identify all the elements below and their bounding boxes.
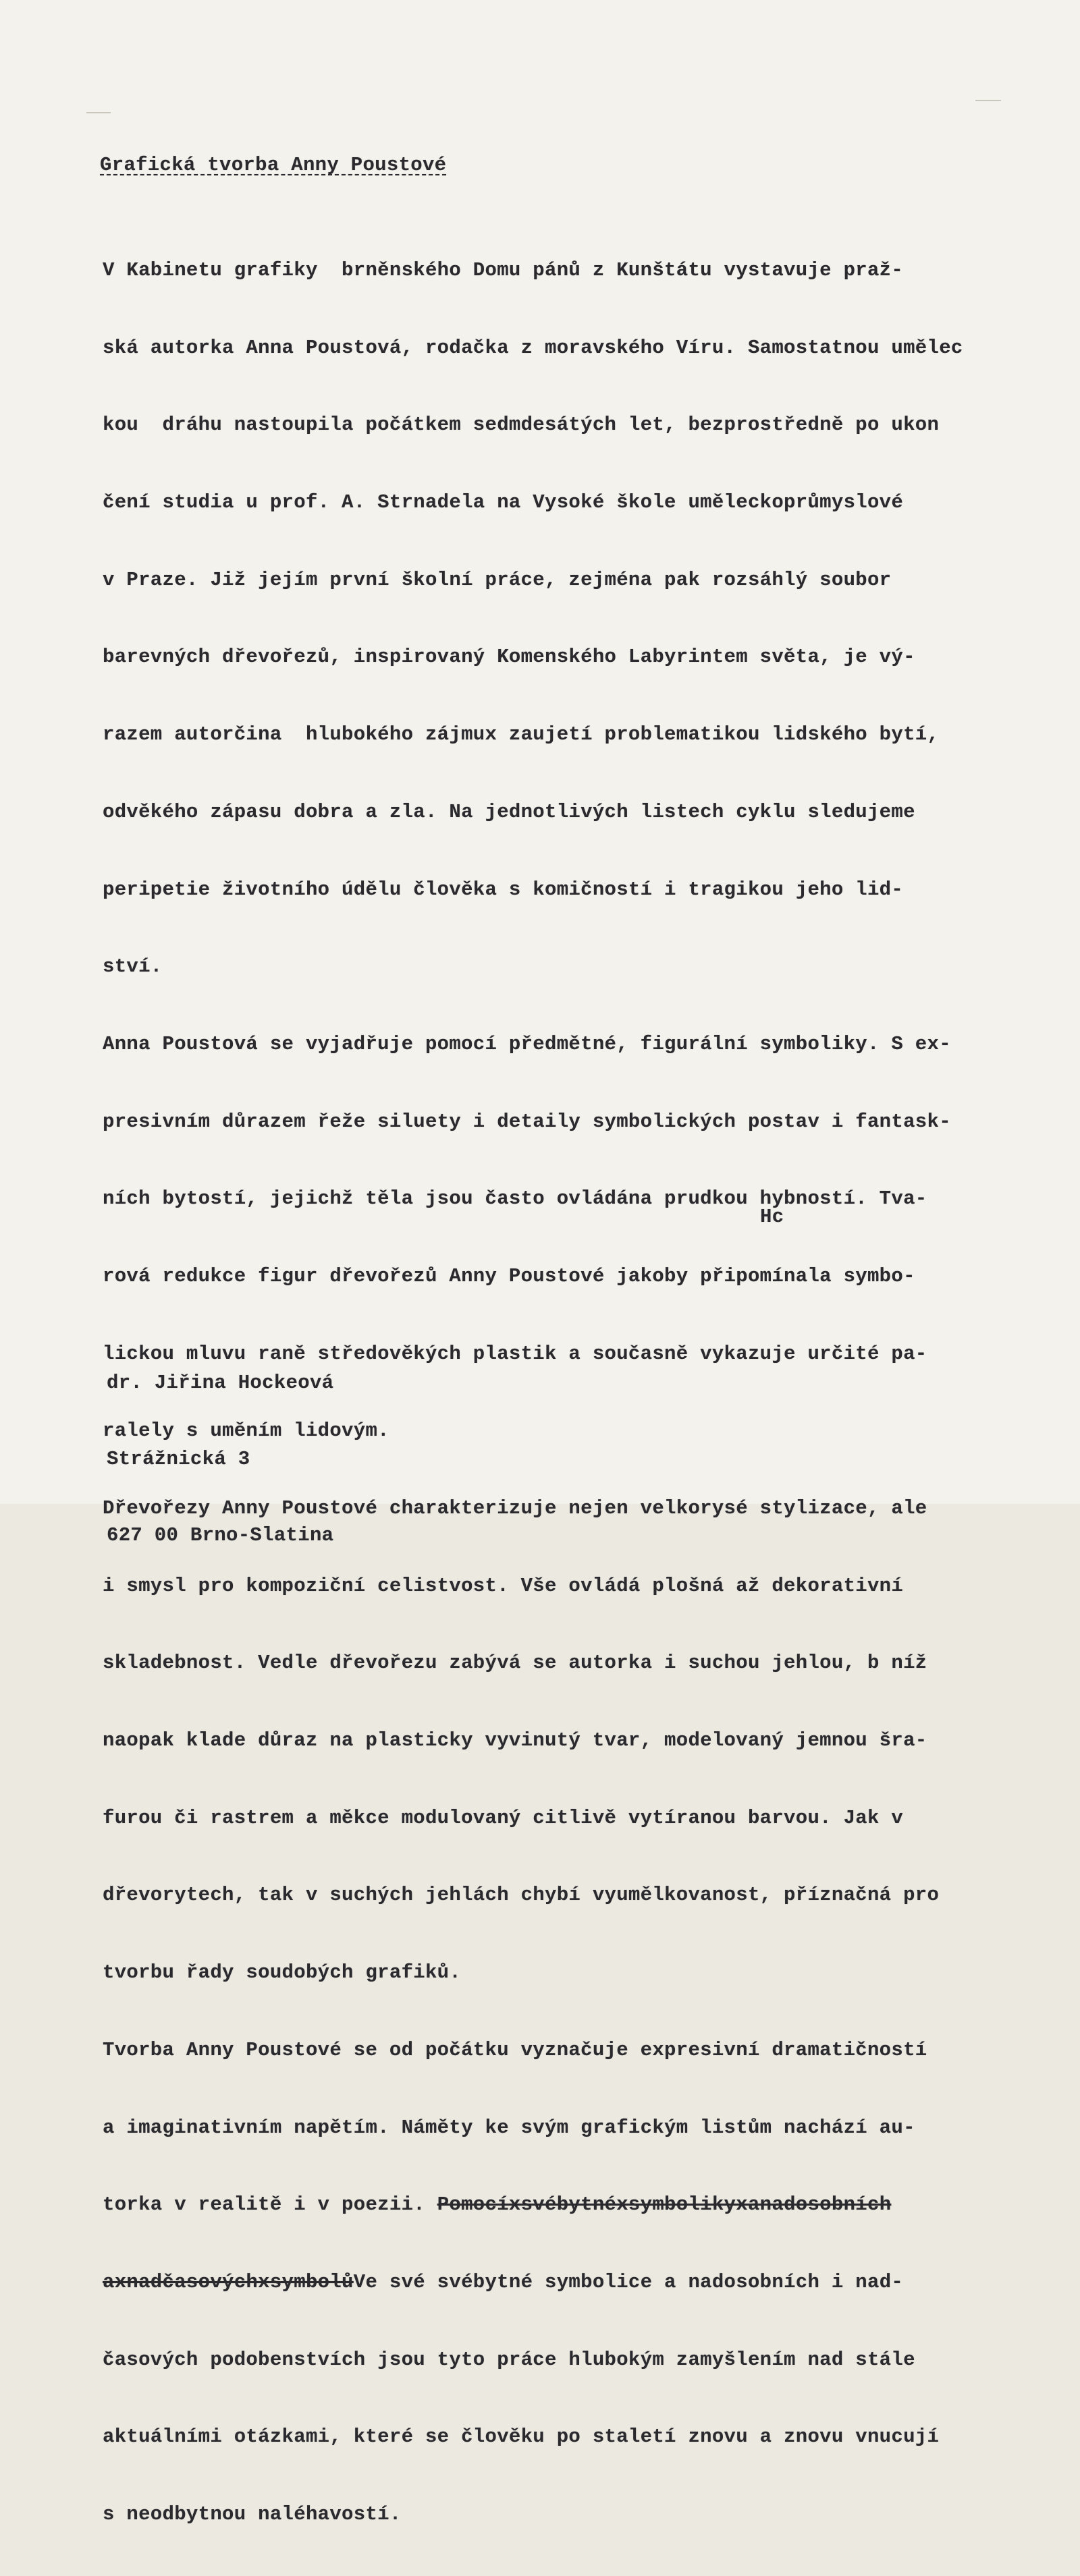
text-line: rová redukce figur dřevořezů Anny Poustové jakoby připomínala symbo- bbox=[103, 1264, 915, 1287]
text-line: razem autorčina hlubokého zájmux zaujetí problematikou lidského bytí, bbox=[103, 723, 940, 746]
text-line: tvorbu řady soudobých grafiků. bbox=[103, 1961, 462, 1984]
text-line: presivním důrazem řeže siluety i detaily symbolických postav i fantask- bbox=[103, 1110, 951, 1133]
text-line: v Praze. Již jejím první školní práce, zejména pak rozsáhlý soubor bbox=[103, 568, 892, 591]
text-fragment: torka v realitě i v poezii. bbox=[103, 2193, 437, 2216]
text-line: lickou mluvu raně středověkých plastik a současně vykazuje určité pa- bbox=[103, 1342, 927, 1365]
text-line: V Kabinetu grafiky brněnského Domu pánů z Kunštátu vystavuje praž- bbox=[103, 259, 904, 281]
struck-through-text: Pomocíxsvébytnéxsymbolikyxanadosobních bbox=[437, 2193, 892, 2216]
margin-mark bbox=[975, 100, 1001, 101]
text-line: Tvorba Anny Poustové se od počátku vyznačuje expresivní dramatičností bbox=[103, 2038, 927, 2061]
text-line: ních bytostí, jejichž těla jsou často ovládána prudkou hybností. Tva- bbox=[103, 1187, 927, 1210]
text-line bbox=[103, 2189, 963, 2222]
text-line: dřevorytech, tak v suchých jehlách chybí vyumělkovanost, příznačná pro bbox=[103, 1884, 940, 1907]
author-address bbox=[107, 1322, 333, 1596]
text-line: ralely s uměním lidovým. bbox=[103, 1420, 389, 1443]
text-line: peripetie životního údělu člověka s komičností i tragikou jeho lid- bbox=[103, 878, 904, 901]
text-line: skladebnost. Vedle dřevořezu zabývá se autorka i suchou jehlou, b níž bbox=[103, 1652, 927, 1675]
text-line: furou či rastrem a měkce modulovaný citlivě vytíranou barvou. Jak v bbox=[103, 1806, 904, 1829]
text-line: aktuálními otázkami, které se člověku po staletí znovu a znovu vnucují bbox=[103, 2426, 940, 2448]
address-line: 627 00 Brno-Slatina bbox=[107, 1524, 334, 1546]
text-line bbox=[103, 2266, 963, 2299]
text-line: Anna Poustová se vyjadřuje pomocí předmětné, figurální symboliky. S ex- bbox=[103, 1032, 951, 1055]
text-line: naopak klade důraz na plasticky vyvinutý tvar, modelovaný jemnou šra- bbox=[103, 1729, 927, 1752]
author-initials: Hc bbox=[760, 1206, 784, 1228]
text-fragment: Ve své svébytné symbolice a nadosobních i nad- bbox=[353, 2270, 904, 2293]
text-line: ská autorka Anna Poustová, rodačka z moravského Víru. Samostatnou umělec bbox=[103, 336, 963, 359]
address-line: Strážnická 3 bbox=[107, 1448, 250, 1470]
struck-through-text: axnadčasovýchxsymbolů bbox=[103, 2270, 354, 2293]
text-line: časových podobenstvích jsou tyto práce hlubokým zamyšlením nad stále bbox=[103, 2348, 915, 2371]
text-line: Dřevořezy Anny Poustové charakterizuje nejen velkorysé stylizace, ale bbox=[103, 1497, 927, 1519]
document-title: Grafická tvorba Anny Poustové bbox=[100, 154, 447, 176]
text-line: barevných dřevořezů, inspirovaný Komenského Labyrintem světa, je vý- bbox=[103, 646, 915, 669]
text-line: kou dráhu nastoupila počátkem sedmdesátých let, bezprostředně po ukon bbox=[103, 414, 940, 437]
text-line: a imaginativním napětím. Náměty ke svým grafickým listům nachází au- bbox=[103, 2116, 915, 2139]
text-line: ství. bbox=[103, 955, 163, 978]
text-line: odvěkého zápasu dobra a zla. Na jednotlivých listech cyklu sledujeme bbox=[103, 800, 915, 823]
address-line: dr. Jiřina Hockeová bbox=[107, 1372, 334, 1394]
text-line: s neodbytnou naléhavostí. bbox=[103, 2502, 402, 2525]
text-line: i smysl pro kompoziční celistvost. Vše ovládá plošná až dekorativní bbox=[103, 1574, 904, 1597]
text-line: čení studia u prof. A. Strnadela na Vysoké škole uměleckoprůmyslové bbox=[103, 491, 904, 514]
margin-mark bbox=[86, 112, 111, 113]
